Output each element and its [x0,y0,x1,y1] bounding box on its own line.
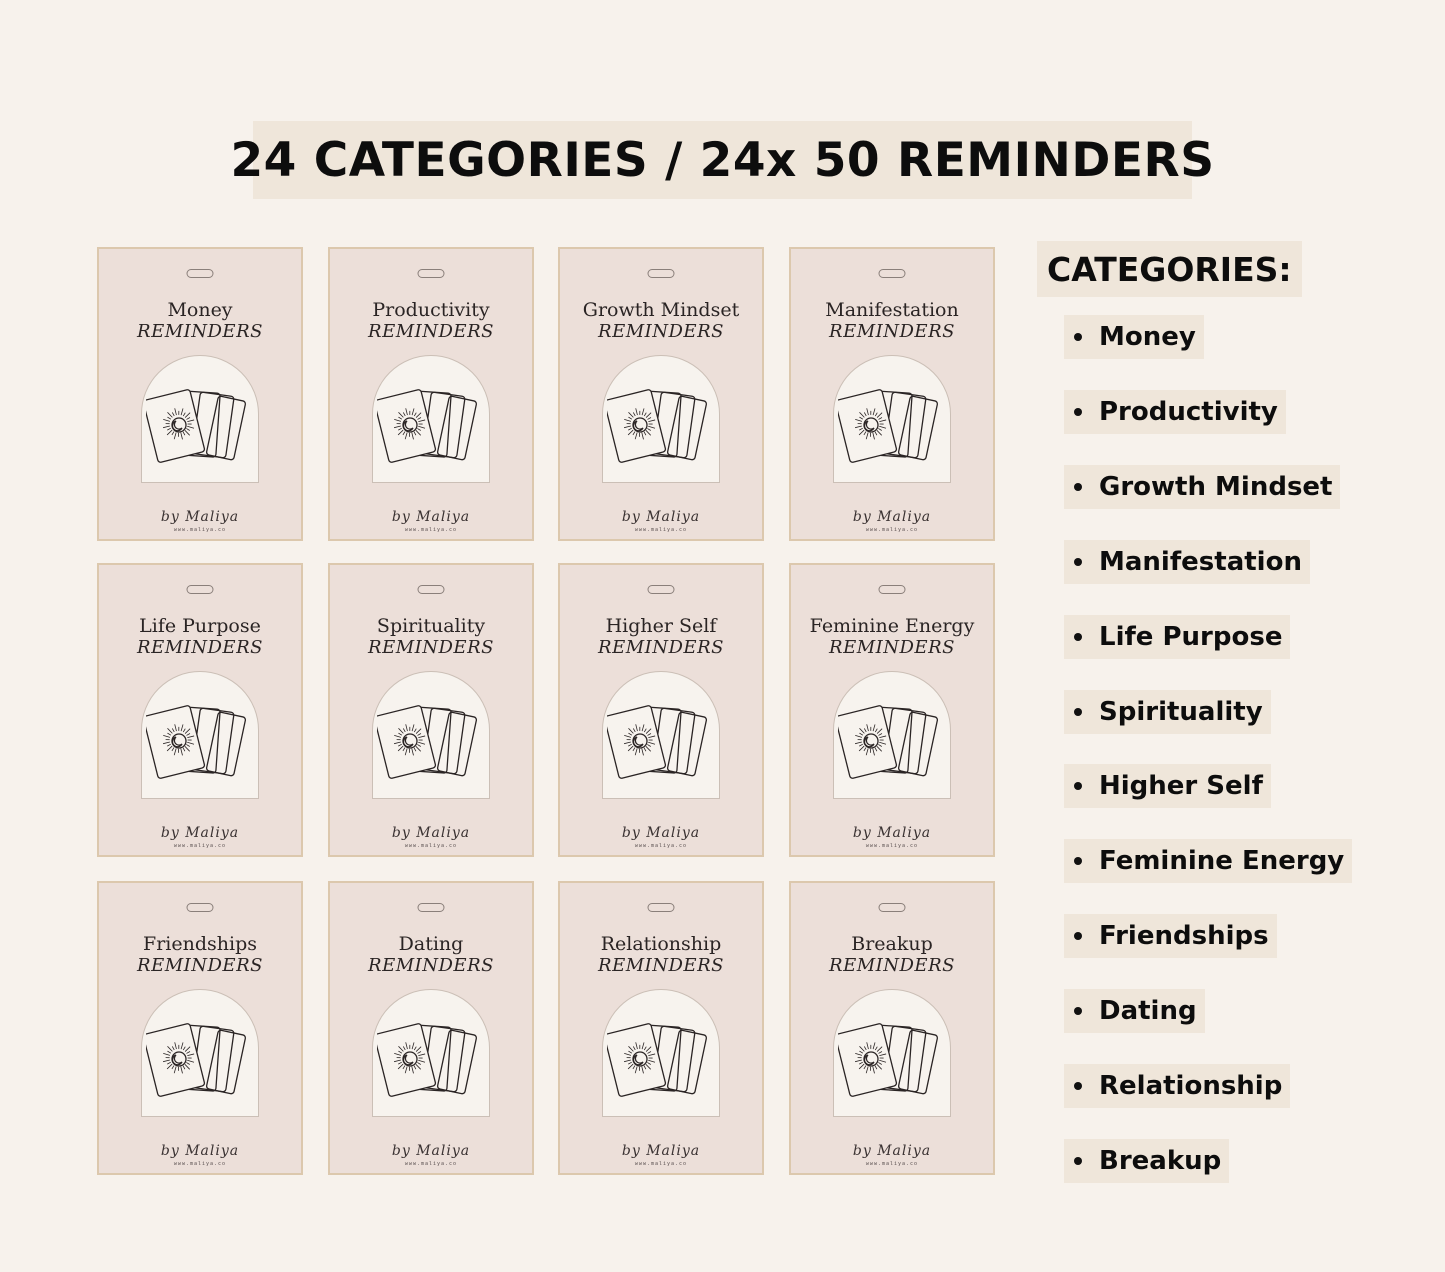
card-signature: by Maliya [391,1143,471,1159]
logo-pill [879,269,906,278]
reminder-card[interactable] [789,563,995,857]
bullet-icon [1074,633,1082,641]
card-arch [372,989,490,1117]
card-arch [141,671,259,799]
logo-pill [418,269,445,278]
card-website: www.maliya.co [634,1161,688,1167]
logo-pill [187,903,214,912]
reminder-card[interactable] [97,247,303,541]
card-website: www.maliya.co [634,527,688,533]
logo-pill [879,903,906,912]
card-subtitle: REMINDERS [368,637,494,658]
category-list-item [1064,1139,1229,1183]
card-subtitle: REMINDERS [598,321,724,342]
card-website: www.maliya.co [404,1161,458,1167]
bullet-icon [1074,1157,1082,1165]
bullet-icon [1074,333,1082,341]
card-arch [141,355,259,483]
reminder-card[interactable] [328,881,534,1175]
category-list-item [1064,839,1352,883]
category-list-item [1064,1064,1290,1108]
bullet-icon [1074,408,1082,416]
reminder-card[interactable] [789,881,995,1175]
card-category-title: Life Purpose [139,615,261,637]
card-signature: by Maliya [391,825,471,841]
logo-pill [879,585,906,594]
category-list-item [1064,989,1205,1033]
bullet-icon [1074,708,1082,716]
card-arch [602,989,720,1117]
logo-pill [648,269,675,278]
page-headline: 24 CATEGORIES / 24x 50 REMINDERS [253,121,1192,199]
bullet-icon [1074,932,1082,940]
card-arch [833,989,951,1117]
card-signature: by Maliya [621,509,701,525]
card-subtitle: REMINDERS [829,955,955,976]
card-category-title: Growth Mindset [582,299,740,321]
card-signature: by Maliya [160,509,240,525]
category-label: Money [1099,322,1196,352]
card-subtitle: REMINDERS [598,955,724,976]
card-arch [833,671,951,799]
card-signature: by Maliya [160,1143,240,1159]
reminder-card[interactable] [558,563,764,857]
card-signature: by Maliya [160,825,240,841]
card-website: www.maliya.co [404,527,458,533]
tarot-cards-sun-icon [607,1018,717,1113]
tarot-cards-sun-icon [607,384,717,479]
category-label: Growth Mindset [1099,471,1333,502]
categories-title: CATEGORIES: [1037,241,1302,297]
card-signature: by Maliya [852,1143,932,1159]
reminder-card[interactable] [558,247,764,541]
category-label: Breakup [1099,1145,1222,1176]
card-website: www.maliya.co [173,527,227,533]
category-label: Manifestation [1099,546,1302,577]
tarot-cards-sun-icon [838,1018,948,1113]
category-label: Spirituality [1099,696,1263,727]
card-subtitle: REMINDERS [137,955,263,976]
card-category-title: Money [167,299,233,321]
logo-pill [418,903,445,912]
card-signature: by Maliya [852,509,932,525]
reminder-card[interactable] [328,563,534,857]
card-category-title: Relationship [600,933,722,955]
card-category-title: Breakup [851,933,933,955]
tarot-cards-sun-icon [146,1018,256,1113]
reminder-card[interactable] [97,881,303,1175]
logo-pill [648,585,675,594]
card-arch [602,355,720,483]
bullet-icon [1074,857,1082,865]
tarot-cards-sun-icon [607,700,717,795]
card-website: www.maliya.co [404,843,458,849]
card-website: www.maliya.co [173,843,227,849]
category-list-item [1064,465,1340,509]
card-website: www.maliya.co [865,527,919,533]
category-label: Productivity [1099,396,1278,427]
card-category-title: Feminine Energy [809,615,975,637]
tarot-cards-sun-icon [838,384,948,479]
card-arch [372,671,490,799]
card-subtitle: REMINDERS [368,955,494,976]
card-arch [833,355,951,483]
card-website: www.maliya.co [865,843,919,849]
card-subtitle: REMINDERS [829,321,955,342]
bullet-icon [1074,483,1082,491]
card-category-title: Manifestation [825,299,959,321]
card-arch [372,355,490,483]
bullet-icon [1074,1007,1082,1015]
category-label: Life Purpose [1099,621,1283,652]
category-label: Higher Self [1099,771,1263,802]
card-signature: by Maliya [852,825,932,841]
card-arch [602,671,720,799]
card-subtitle: REMINDERS [137,321,263,342]
card-category-title: Spirituality [376,615,486,637]
card-arch [141,989,259,1117]
card-website: www.maliya.co [173,1161,227,1167]
card-website: www.maliya.co [634,843,688,849]
tarot-cards-sun-icon [377,1018,487,1113]
reminder-card[interactable] [789,247,995,541]
tarot-cards-sun-icon [377,384,487,479]
card-subtitle: REMINDERS [598,637,724,658]
logo-pill [648,903,675,912]
category-list-item [1064,914,1277,958]
tarot-cards-sun-icon [146,384,256,479]
card-category-title: Productivity [372,299,490,321]
card-signature: by Maliya [621,1143,701,1159]
card-website: www.maliya.co [865,1161,919,1167]
logo-pill [187,585,214,594]
card-signature: by Maliya [621,825,701,841]
reminder-card[interactable] [558,881,764,1175]
category-list-item [1064,540,1310,584]
reminder-card[interactable] [97,563,303,857]
logo-pill [187,269,214,278]
card-category-title: Higher Self [605,615,717,637]
card-subtitle: REMINDERS [829,637,955,658]
category-list-item [1064,764,1271,808]
logo-pill [418,585,445,594]
category-list-item [1064,315,1204,359]
tarot-cards-sun-icon [146,700,256,795]
reminder-card[interactable] [328,247,534,541]
tarot-cards-sun-icon [377,700,487,795]
category-list-item [1064,690,1271,734]
card-subtitle: REMINDERS [137,637,263,658]
category-list-item [1064,390,1286,434]
bullet-icon [1074,1082,1082,1090]
category-list-item [1064,615,1290,659]
bullet-icon [1074,782,1082,790]
tarot-cards-sun-icon [838,700,948,795]
card-subtitle: REMINDERS [368,321,494,342]
category-label: Relationship [1099,1071,1283,1101]
category-label: Friendships [1099,921,1269,952]
card-category-title: Dating [398,933,464,955]
card-signature: by Maliya [391,509,471,525]
category-label: Dating [1099,996,1197,1027]
card-category-title: Friendships [143,933,257,955]
bullet-icon [1074,558,1082,566]
category-label: Feminine Energy [1099,846,1345,877]
